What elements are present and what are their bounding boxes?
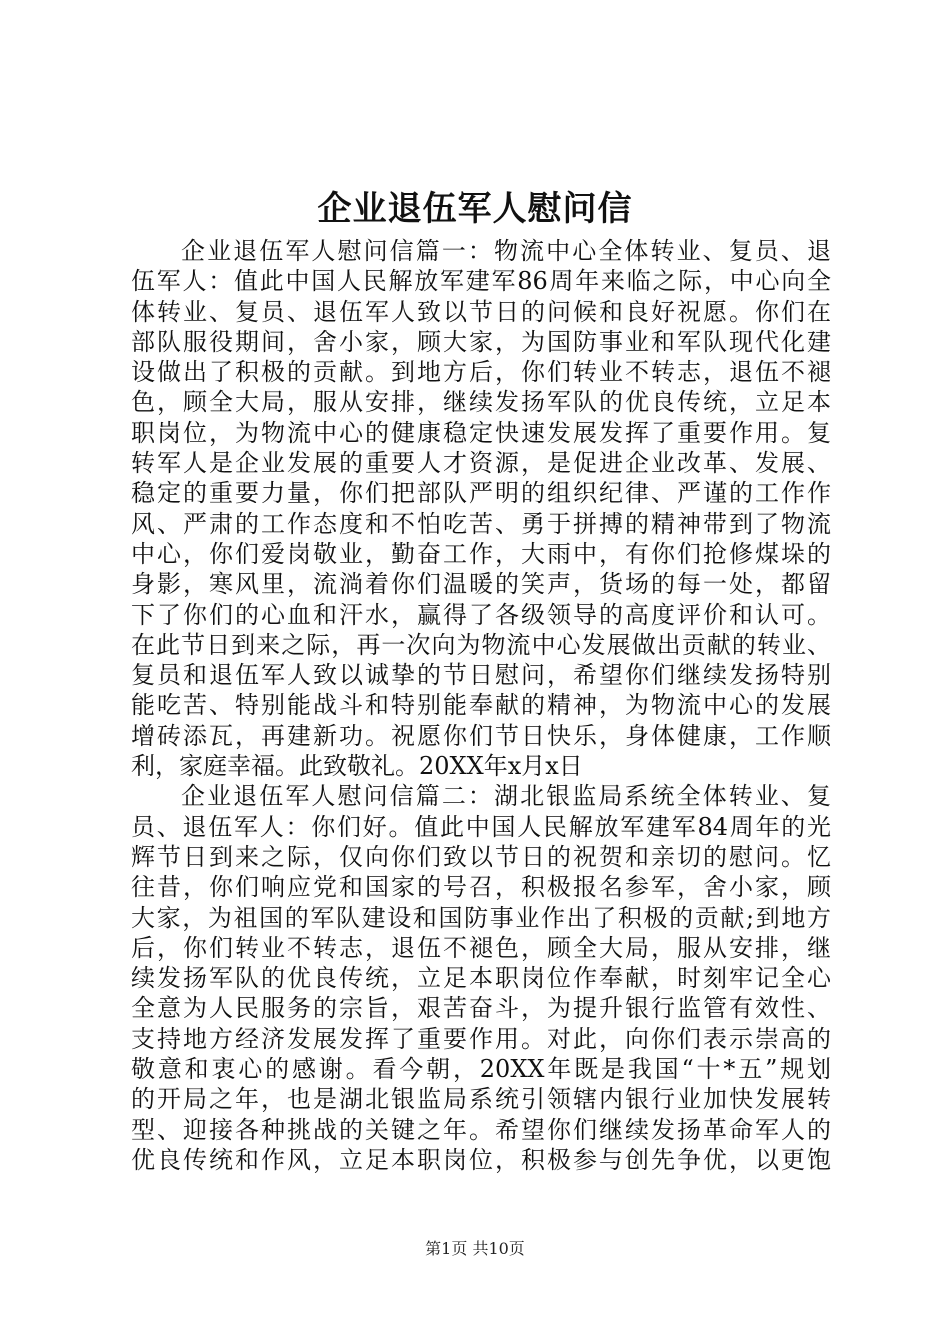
paragraph-2	[131, 781, 831, 1175]
text-line: 职岗位，为物流中心的健康稳定快速发展发挥了重要作用。复	[131, 418, 831, 447]
text-line: 身影，寒风里，流淌着你们温暖的笑声，货场的每一处，都留	[131, 570, 831, 599]
page-number-footer: 第1页 共10页	[425, 1239, 525, 1258]
text-line: 能吃苦、特别能战斗和特别能奉献的精神，为物流中心的发展	[131, 691, 831, 720]
text-line: 增砖添瓦，再建新功。祝愿你们节日快乐，身体健康，工作顺	[131, 721, 831, 750]
text-line: 全意为人民服务的宗旨，艰苦奋斗，为提升银行监管有效性、	[131, 994, 831, 1023]
text-line: 员、退伍军人：你们好。值此中国人民解放军建军84周年的光	[131, 812, 831, 841]
text-line: 伍军人：值此中国人民解放军建军86周年来临之际，中心向全	[131, 267, 831, 296]
text-line: 的开局之年，也是湖北银监局系统引领辖内银行业加快发展转	[131, 1085, 831, 1114]
text-line: 型、迎接各种挑战的关键之年。希望你们继续发扬革命军人的	[131, 1115, 831, 1144]
text-line: 下了你们的心血和汗水，赢得了各级领导的高度评价和认可。	[131, 600, 831, 629]
text-line: 体转业、复员、退伍军人致以节日的问候和良好祝愿。你们在	[131, 297, 831, 326]
document-title: 企业退伍军人慰问信	[317, 189, 633, 229]
text-line: 往昔，你们响应党和国家的号召，积极报名参军，舍小家，顾	[131, 873, 831, 902]
text-line: 在此节日到来之际，再一次向为物流中心发展做出贡献的转业、	[131, 630, 831, 659]
paragraph-1	[131, 236, 831, 781]
text-line: 设做出了积极的贡献。到地方后，你们转业不转志，退伍不褪	[131, 358, 831, 387]
text-line: 风、严肃的工作态度和不怕吃苦、勇于拼搏的精神带到了物流	[131, 509, 831, 538]
document-body	[131, 236, 831, 1175]
text-line: 支持地方经济发展发挥了重要作用。对此，向你们表示崇高的	[131, 1024, 831, 1053]
text-line: 转军人是企业发展的重要人才资源，是促进企业改革、发展、	[131, 449, 831, 478]
text-line: 敬意和衷心的感谢。看今朝，20XX年既是我国“十*五”规划	[131, 1055, 831, 1084]
text-line: 企业退伍军人慰问信篇一：物流中心全体转业、复员、退	[181, 237, 831, 265]
text-line: 大家，为祖国的军队建设和国防事业作出了积极的贡献;到地方	[131, 903, 831, 932]
text-line: 稳定的重要力量，你们把部队严明的组织纪律、严谨的工作作	[131, 479, 831, 508]
text-line: 续发扬军队的优良传统，立足本职岗位作奉献，时刻牢记全心	[131, 964, 831, 993]
text-line: 中心，你们爱岗敬业，勤奋工作，大雨中，有你们抢修煤垛的	[131, 539, 831, 568]
text-line: 优良传统和作风，立足本职岗位，积极参与创先争优，以更饱	[131, 1145, 831, 1174]
text-line: 复员和退伍军人致以诚挚的节日慰问，希望你们继续发扬特别	[131, 661, 831, 690]
text-line: 色，顾全大局，服从安排，继续发扬军队的优良传统，立足本	[131, 388, 831, 417]
text-line: 后，你们转业不转志，退伍不褪色，顾全大局，服从安排，继	[131, 933, 831, 962]
text-line: 利，家庭幸福。此致敬礼。20XX年x月x日	[131, 752, 583, 781]
text-line: 辉节日到来之际，仅向你们致以节日的祝贺和亲切的慰问。忆	[131, 842, 831, 871]
text-line: 部队服役期间，舍小家，顾大家，为国防事业和军队现代化建	[131, 327, 831, 356]
text-line: 企业退伍军人慰问信篇二：湖北银监局系统全体转业、复	[181, 782, 831, 811]
